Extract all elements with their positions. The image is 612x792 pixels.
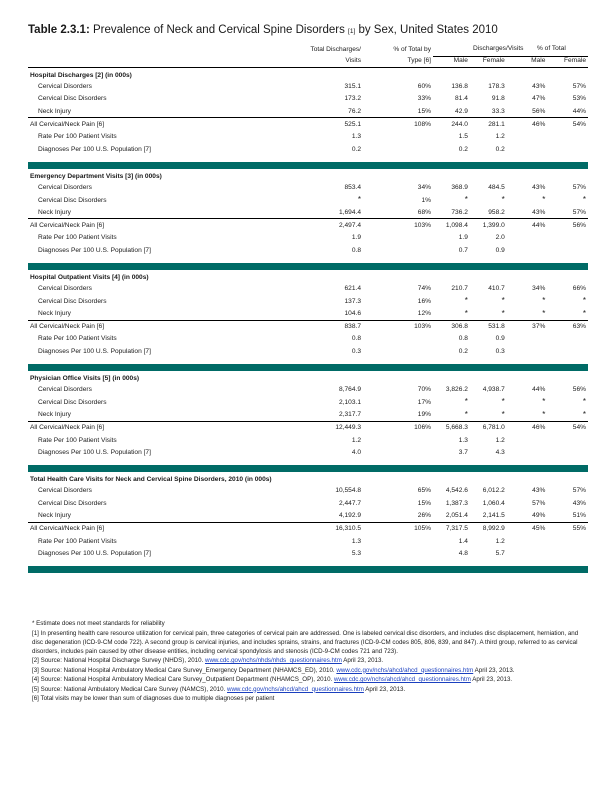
cell-female: 0.9	[495, 246, 505, 254]
header-pct-of-total: % of Total	[507, 44, 588, 56]
table-title	[28, 24, 588, 36]
rate-row	[28, 434, 588, 447]
cell-male: 210.7	[451, 285, 468, 293]
diagnoses-row	[28, 244, 588, 257]
cell-pf: *	[582, 195, 586, 205]
section-header	[28, 371, 588, 384]
note-3: [3] Source: National Hospital Ambulatory Medical Care Survey_Emergency Department (NHAMCS_ED), 2010. www.cdc.gov/nchs/ahcd/ahcd_questionnaires.htm April 23, 2013.	[32, 666, 515, 674]
cell-male: 1,387.3	[445, 500, 468, 508]
cell-total: *	[357, 195, 361, 205]
table-row	[28, 194, 588, 207]
note-4: [4] Source: National Hospital Ambulatory Medical Care Survey_Outpatient Department (NHAMCS_OP), 2010. www.cdc.gov/nchs/ahcd/ahcd_questionnaires.htm April 23, 2013.	[32, 676, 513, 683]
cell-male: 4,542.6	[445, 487, 468, 495]
total-row	[28, 118, 588, 131]
cell-female: 1.2	[495, 133, 505, 141]
row-label: Rate Per 100 Patient Visits	[38, 133, 117, 141]
diagnoses-row	[28, 143, 588, 156]
cell-total: 0.8	[351, 335, 361, 343]
cell-pct: 16%	[417, 297, 431, 305]
cell-female: 484.5	[488, 183, 505, 191]
cell-pf: 53%	[572, 95, 586, 103]
cell-female: 410.7	[488, 285, 505, 293]
cell-pm: 43%	[532, 183, 546, 191]
cell-pct: 65%	[417, 487, 431, 495]
row-label: Diagnoses Per 100 U.S. Population [7]	[38, 348, 151, 356]
row-label: All Cervical/Neck Pain [6]	[28, 421, 238, 434]
row-label: Neck Injury	[38, 107, 71, 115]
cell-female: *	[501, 409, 505, 419]
cell-total: 0.8	[351, 246, 361, 254]
cell-pm: 46%	[507, 118, 548, 131]
cell-pm: 56%	[532, 107, 546, 115]
cell-female: 1,060.4	[482, 500, 505, 508]
cell-male: 1.9	[458, 234, 468, 242]
cell-pm: *	[542, 308, 546, 318]
header-type: Type [6]	[363, 56, 433, 67]
row-label: Neck Injury	[38, 411, 71, 419]
nhamcs-ed-link[interactable]: www.cdc.gov/nchs/ahcd/ahcd_questionnaires.htm	[336, 666, 474, 674]
cell-male: 4.8	[458, 550, 468, 558]
cell-male: 136.8	[451, 82, 468, 90]
header-visits: Visits	[238, 56, 363, 67]
cell-pct: 33%	[417, 95, 431, 103]
cell-pct: 17%	[417, 398, 431, 406]
row-label: Cervical Disorders	[38, 183, 92, 191]
cell-female: 6,781.0	[470, 421, 507, 434]
header-female: Female	[470, 56, 507, 67]
cell-pm: 44%	[532, 386, 546, 394]
cell-female: 4.3	[495, 449, 505, 457]
note-6: [6] Total visits may be lower than sum of diagnoses due to multiple diagnoses per patient	[32, 695, 275, 702]
footnotes	[32, 619, 586, 704]
cell-pct: 60%	[417, 82, 431, 90]
diagnoses-row	[28, 345, 588, 358]
cell-male: *	[464, 409, 468, 419]
diagnoses-row	[28, 446, 588, 459]
cell-pm: 44%	[507, 219, 548, 232]
cell-male: 1.5	[458, 133, 468, 141]
cell-pct: 70%	[417, 386, 431, 394]
row-label: Cervical Disc Disorders	[38, 297, 107, 305]
cell-pm: 34%	[532, 285, 546, 293]
table-row	[28, 396, 588, 409]
header-pct-female: Female	[547, 56, 588, 67]
table-number: Table 2.3.1:	[28, 24, 90, 36]
cell-male: 1,098.4	[433, 219, 470, 232]
row-label: Cervical Disorders	[38, 82, 92, 90]
cell-total: 2,103.1	[339, 398, 361, 406]
cell-pf: 55%	[547, 522, 588, 535]
cell-male: 306.8	[433, 320, 470, 333]
section-title: Total Health Care Visits for Neck and Cervical Spine Disorders, 2010 (in 000s)	[30, 476, 272, 484]
row-label: Cervical Disorders	[38, 487, 92, 495]
table-row	[28, 181, 588, 194]
cell-pf: 57%	[572, 183, 586, 191]
section-header	[28, 270, 588, 283]
header-pct-total-by: % of Total by	[393, 45, 431, 53]
cell-male: *	[464, 308, 468, 318]
header-pct-male: Male	[507, 56, 548, 67]
cell-total: 173.2	[344, 95, 361, 103]
note-5: [5] Source: National Ambulatory Medical Care Survey (NAMCS), 2010. www.cdc.gov/nchs/ahcd/ahcd_questionnaires.htm April 23, 2013.	[32, 685, 406, 693]
row-label: Rate Per 100 Patient Visits	[38, 335, 117, 343]
header-row-2	[28, 56, 588, 67]
document-page	[28, 24, 588, 573]
cell-male: 1.3	[458, 436, 468, 444]
table-row	[28, 93, 588, 106]
row-label: Neck Injury	[38, 310, 71, 318]
cell-total: 838.7	[238, 320, 363, 333]
cell-pct: 105%	[363, 522, 433, 535]
row-label: Rate Per 100 Patient Visits	[38, 537, 117, 545]
cell-female: 1,399.0	[470, 219, 507, 232]
cell-pct: 26%	[417, 512, 431, 520]
cell-total: 2,497.4	[238, 219, 363, 232]
cell-pm: *	[542, 296, 546, 306]
cell-male: *	[464, 397, 468, 407]
table-row	[28, 295, 588, 308]
diagnoses-row	[28, 548, 588, 561]
cell-female: 2,141.5	[482, 512, 505, 520]
total-row	[28, 320, 588, 333]
table-row	[28, 105, 588, 118]
cell-pf: 56%	[547, 219, 588, 232]
table-row	[28, 409, 588, 422]
cell-pf: 44%	[572, 107, 586, 115]
table-row	[28, 80, 588, 93]
cell-male: *	[464, 296, 468, 306]
cell-female: 0.3	[495, 348, 505, 356]
cell-pf: 54%	[547, 118, 588, 131]
nhds-link[interactable]: www.cdc.gov/nchs/nhds/nhds_questionnaires.htm	[204, 657, 342, 664]
section-divider	[28, 364, 588, 371]
cell-pm: 46%	[507, 421, 548, 434]
cell-pf: 56%	[572, 386, 586, 394]
cell-male: 81.4	[455, 95, 468, 103]
header-discharges-visits: Discharges/Visits	[433, 44, 507, 56]
cell-pf: 57%	[572, 208, 586, 216]
cell-female: 178.3	[488, 82, 505, 90]
cell-pf: 43%	[572, 500, 586, 508]
row-label: All Cervical/Neck Pain [6]	[28, 320, 238, 333]
cell-female: 531.8	[470, 320, 507, 333]
cell-female: 1.2	[495, 537, 505, 545]
row-label: All Cervical/Neck Pain [6]	[28, 219, 238, 232]
row-label: Cervical Disorders	[38, 386, 92, 394]
row-label: Rate Per 100 Patient Visits	[38, 234, 117, 242]
row-label: Rate Per 100 Patient Visits	[38, 436, 117, 444]
title-text: Prevalence of Neck and Cervical Spine Disorders	[89, 24, 349, 36]
namcs-link[interactable]: www.cdc.gov/nchs/ahcd/ahcd_questionnaires.htm	[227, 685, 364, 693]
row-label: Neck Injury	[38, 512, 71, 520]
cell-pm: *	[542, 409, 546, 419]
section-divider	[28, 263, 588, 270]
cell-pf: 51%	[572, 512, 586, 520]
cell-male: 2,051.4	[445, 512, 468, 520]
cell-male: *	[464, 195, 468, 205]
total-row	[28, 421, 588, 434]
table-row	[28, 206, 588, 219]
cell-total: 10,554.8	[335, 487, 361, 495]
cell-male: 368.9	[451, 183, 468, 191]
cell-pct: 103%	[363, 219, 433, 232]
cell-pm: *	[542, 195, 546, 205]
cell-male: 0.8	[458, 335, 468, 343]
cell-male: 3,826.2	[445, 386, 468, 394]
cell-male: 5,668.3	[433, 421, 470, 434]
cell-total: 1,694.4	[339, 208, 361, 216]
title-text-2: by Sex, United States 2010	[355, 24, 498, 36]
cell-pf: 54%	[547, 421, 588, 434]
cell-total: 315.1	[344, 82, 361, 90]
cell-pct: 34%	[417, 183, 431, 191]
cell-total: 0.3	[351, 348, 361, 356]
table-row	[28, 485, 588, 498]
cell-total: 4.0	[351, 449, 361, 457]
cell-pm: 45%	[507, 522, 548, 535]
cell-total: 1.2	[351, 436, 361, 444]
cell-pm: 37%	[507, 320, 548, 333]
cell-female: *	[501, 397, 505, 407]
cell-total: 2,447.7	[339, 500, 361, 508]
cell-pct: 15%	[417, 500, 431, 508]
table-row	[28, 497, 588, 510]
cell-pm: *	[542, 397, 546, 407]
cell-male: 0.7	[458, 246, 468, 254]
cell-male: 244.0	[433, 118, 470, 131]
note-1: [1] In presenting health care resource utilization for cervical pain, three categories of cervical pain are addressed. One is labeled cervical disc disorders, and includes disc displacement, herniation, and disc degeneration (ICD-9-CM code 722). A second group is cervical injuries, and includes sprains, strains, and fractures (ICD-9-CM codes 805, 806, 839, and 847). A third group, referred to as cervical disorders, includes pain caused by other disease entities, including cervical spondylosis and stenosis (ICD-9-CM codes 721 and 723).	[32, 629, 579, 655]
cell-female: 6,012.2	[482, 487, 505, 495]
cell-total: 0.2	[351, 145, 361, 153]
table-row	[28, 308, 588, 321]
table-row	[28, 510, 588, 523]
cell-total: 1.9	[351, 234, 361, 242]
cell-total: 621.4	[344, 285, 361, 293]
row-label: Cervical Disorders	[38, 285, 92, 293]
cell-total: 4,192.9	[339, 512, 361, 520]
row-label: Cervical Disc Disorders	[38, 95, 107, 103]
section-header	[28, 67, 588, 80]
section-divider	[28, 465, 588, 472]
cell-total: 2,317.7	[339, 411, 361, 419]
cell-male: 736.2	[451, 208, 468, 216]
prevalence-table	[28, 44, 588, 573]
cell-pf: *	[582, 397, 586, 407]
cell-male: 0.2	[458, 145, 468, 153]
cell-total: 104.6	[344, 310, 361, 318]
header-row-1	[28, 44, 588, 56]
row-label: Cervical Disc Disorders	[38, 196, 107, 204]
cell-pct: 108%	[363, 118, 433, 131]
cell-pm: 43%	[532, 208, 546, 216]
cell-pf: 57%	[572, 487, 586, 495]
cell-male: 7,317.5	[433, 522, 470, 535]
cell-pm: 43%	[532, 82, 546, 90]
cell-pf: 57%	[572, 82, 586, 90]
cell-total: 525.1	[238, 118, 363, 131]
cell-female: *	[501, 308, 505, 318]
section-title: Emergency Department Visits [3] (in 000s)	[30, 172, 162, 180]
section-header	[28, 472, 588, 485]
cell-female: 5.7	[495, 550, 505, 558]
cell-pct: 1%	[421, 196, 431, 204]
cell-female: 0.9	[495, 335, 505, 343]
total-row	[28, 522, 588, 535]
cell-female: 2.0	[495, 234, 505, 242]
cell-pf: 66%	[572, 285, 586, 293]
cell-pm: 57%	[532, 500, 546, 508]
cell-pf: *	[582, 409, 586, 419]
cell-pct: 68%	[417, 208, 431, 216]
cell-pct: 19%	[417, 411, 431, 419]
rate-row	[28, 333, 588, 346]
title-ref: [1]	[348, 28, 356, 35]
cell-total: 16,310.5	[238, 522, 363, 535]
row-label: Cervical Disc Disorders	[38, 500, 107, 508]
cell-pm: 49%	[532, 512, 546, 520]
table-row	[28, 282, 588, 295]
cell-female: 4,938.7	[482, 386, 505, 394]
section-title: Hospital Outpatient Visits [4] (in 000s)	[30, 274, 149, 282]
section-title: Hospital Discharges [2] (in 000s)	[30, 71, 132, 79]
cell-pct: 103%	[363, 320, 433, 333]
total-row	[28, 219, 588, 232]
rate-row	[28, 232, 588, 245]
cell-female: *	[501, 296, 505, 306]
cell-pm: 43%	[532, 487, 546, 495]
cell-female: 0.2	[495, 145, 505, 153]
row-label: All Cervical/Neck Pain [6]	[28, 118, 238, 131]
cell-female: 281.1	[470, 118, 507, 131]
row-label: Neck Injury	[38, 208, 71, 216]
cell-pct: 74%	[417, 285, 431, 293]
cell-female: 8,992.9	[470, 522, 507, 535]
section-divider	[28, 566, 588, 573]
row-label: Diagnoses Per 100 U.S. Population [7]	[38, 550, 151, 558]
note-2: [2] Source: National Hospital Discharge Survey (NHDS), 2010. www.cdc.gov/nchs/nhds/nhds_questionnaires.htm April 23, 2013.	[32, 657, 384, 664]
cell-total: 853.4	[344, 183, 361, 191]
cell-pf: *	[582, 296, 586, 306]
rate-row	[28, 130, 588, 143]
cell-female: 91.8	[491, 95, 505, 103]
section-divider	[28, 162, 588, 169]
rate-row	[28, 535, 588, 548]
cell-male: 0.2	[458, 348, 468, 356]
row-label: Diagnoses Per 100 U.S. Population [7]	[38, 145, 151, 153]
section-title: Physician Office Visits [5] (in 000s)	[30, 375, 140, 383]
cell-female: 33.3	[491, 107, 505, 115]
header-male: Male	[433, 56, 470, 67]
table-row	[28, 383, 588, 396]
cell-pct: 106%	[363, 421, 433, 434]
cell-total: 1.3	[351, 537, 361, 545]
cell-total: 8,764.9	[339, 386, 361, 394]
cell-male: 3.7	[458, 449, 468, 457]
cell-pct: 15%	[417, 107, 431, 115]
cell-total: 1.3	[351, 133, 361, 141]
cell-male: 1.4	[458, 537, 468, 545]
cell-female: *	[501, 195, 505, 205]
row-label: Cervical Disc Disorders	[38, 398, 107, 406]
cell-total: 137.3	[344, 297, 361, 305]
section-header	[28, 169, 588, 182]
nhamcs-op-link[interactable]: www.cdc.gov/nchs/ahcd/ahcd_questionnaires.htm	[333, 676, 471, 683]
cell-total: 5.3	[351, 550, 361, 558]
cell-pm: 47%	[532, 95, 546, 103]
row-label: Diagnoses Per 100 U.S. Population [7]	[38, 449, 151, 457]
cell-female: 1.2	[495, 436, 505, 444]
cell-pf: *	[582, 308, 586, 318]
header-total-discharges: Total Discharges/	[310, 45, 361, 53]
cell-total: 76.2	[348, 107, 361, 115]
note-estimate: * Estimate does not meet standards for reliability	[32, 620, 165, 627]
cell-pf: 63%	[547, 320, 588, 333]
cell-male: 42.9	[455, 107, 468, 115]
row-label: All Cervical/Neck Pain [6]	[28, 522, 238, 535]
cell-total: 12,449.3	[238, 421, 363, 434]
row-label: Diagnoses Per 100 U.S. Population [7]	[38, 246, 151, 254]
cell-pct: 12%	[417, 310, 431, 318]
cell-female: 958.2	[488, 208, 505, 216]
